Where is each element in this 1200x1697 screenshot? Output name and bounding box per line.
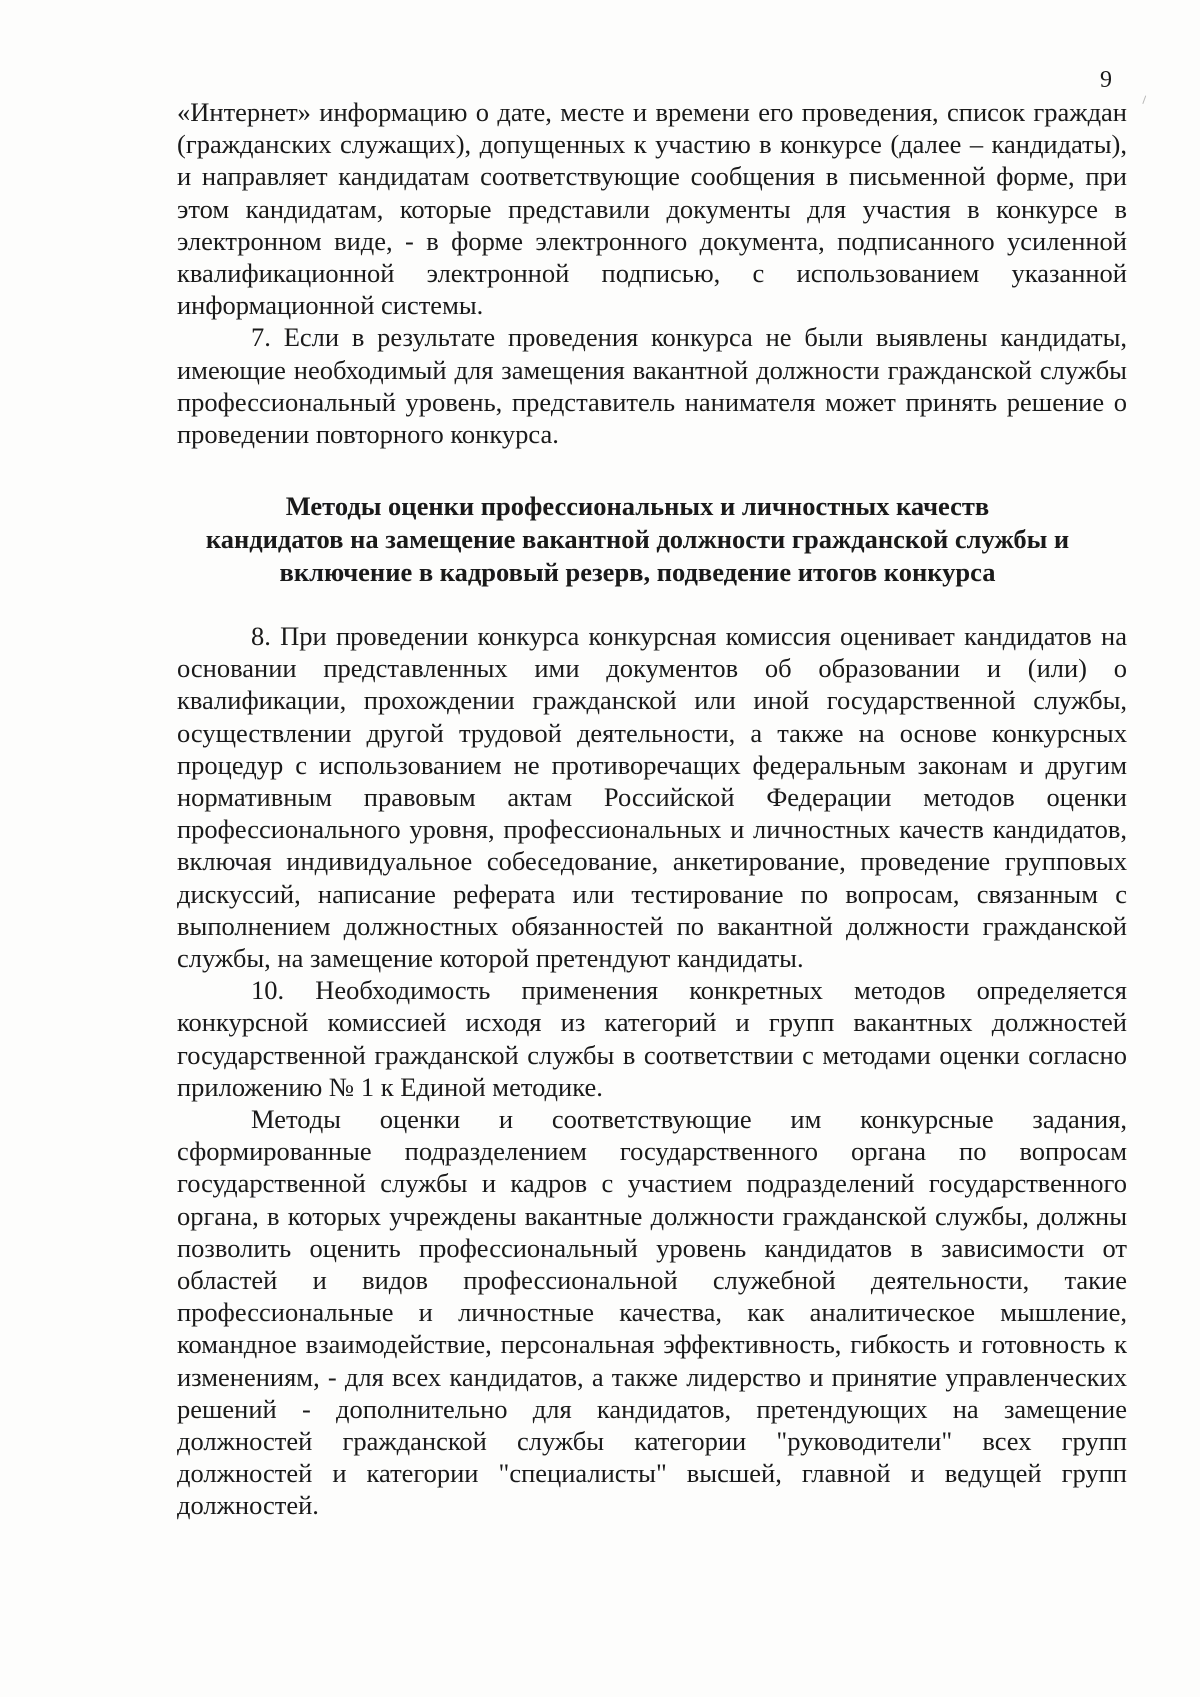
page-number: 9 (1100, 67, 1112, 93)
text-block-top (177, 96, 1127, 450)
scan-mark: ⸝ (1134, 85, 1151, 107)
continuation-paragraph: «Интернет» информацию о дате, месте и времени его проведения, список граждан (гражданских служащих), допущенных к участию в конкурсе (далее – кандидаты), и направляет кандидатам соответствующие сообщения в письменной форме, при этом кандидатам, которые представили документы для участия в конкурсе в электронном виде, - в форме электронного документа, подписанного усиленной квалификационной электронной подписью, с использованием указанной информационной системы. (177, 97, 1127, 321)
section-heading-line-2: кандидатов на замещение вакантной должности гражданской службы и (205, 524, 1070, 554)
section-heading-line-1: Методы оценки профессиональных и личностных качеств (285, 491, 990, 521)
section-heading (150, 490, 1125, 589)
paragraph-7: 7. Если в результате проведения конкурса не были выявлены кандидаты, имеющие необходимый для замещения вакантной должности гражданской службы профессиональный уровень, представитель нанимателя может принять решение о проведении повторного конкурса. (177, 322, 1127, 450)
text-block-main (177, 620, 1127, 1522)
paragraph-8: 8. При проведении конкурса конкурсная комиссия оценивает кандидатов на основании представленных ими документов об образовании и (или) о квалификации, прохождении гражданской или иной государственной службы, осуществлении другой трудовой деятельности, а также на основе конкурсных процедур с использованием не противоречащих федеральным законам и другим нормативным правовым актам Российской Федерации методов оценки профессионального уровня, профессиональных и личностных качеств кандидатов, включая индивидуальное собеседование, анкетирование, проведение групповых дискуссий, написание реферата или тестирование по вопросам, связанным с выполнением должностных обязанностей по вакантной должности гражданской службы, на замещение которой претендуют кандидаты. (177, 621, 1127, 974)
section-heading-line-3: включение в кадровый резерв, подведение итогов конкурса (279, 557, 996, 587)
paragraph-10: 10. Необходимость применения конкретных методов определяется конкурсной комиссией исходя из категорий и групп вакантных должностей государственной гражданской службы в соответствии с методами оценки согласно приложению № 1 к Единой методике. (177, 975, 1127, 1102)
paragraph-methods: Методы оценки и соответствующие им конкурсные задания, сформированные подразделением государственного органа по вопросам государственной службы и кадров с участием подразделений государственного органа, в которых учреждены вакантные должности гражданской службы, должны позволить оценить профессиональный уровень кандидатов в зависимости от областей и видов профессиональной служебной деятельности, такие профессиональные и личностные качества, как аналитическое мышление, командное взаимодействие, персональная эффективность, гибкость и готовность к изменениям, - для всех кандидатов, а также лидерство и принятие управленческих решений - дополнительно для кандидатов, претендующих на замещение должностей гражданской службы категории "руководители" всех групп должностей и категории "специалисты" высшей, главной и ведущей групп должностей. (177, 1104, 1127, 1521)
